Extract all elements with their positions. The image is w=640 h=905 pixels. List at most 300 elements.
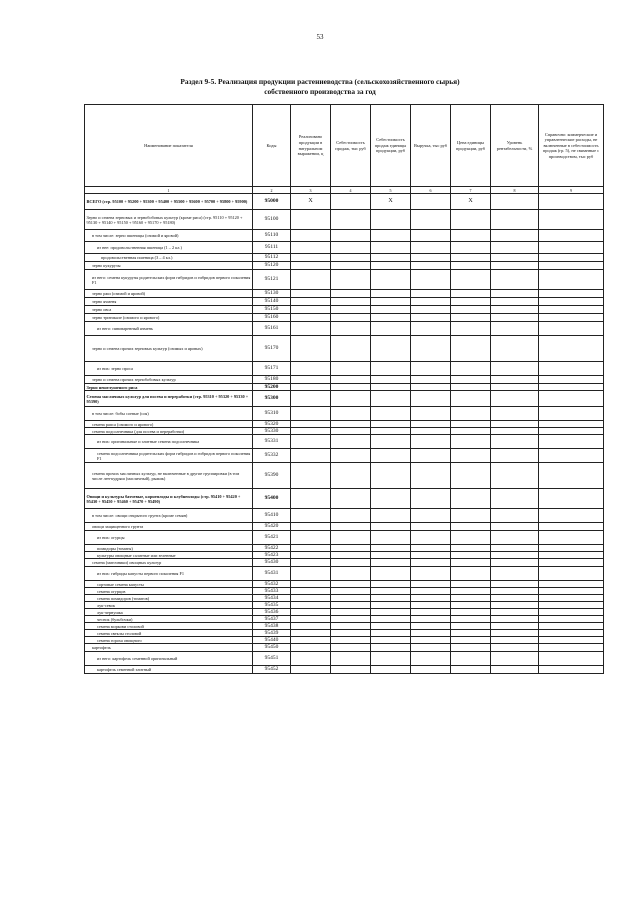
empty-value-cell xyxy=(291,306,331,314)
empty-value-cell xyxy=(371,567,411,581)
empty-value-cell xyxy=(291,489,331,509)
table-row xyxy=(85,531,604,545)
empty-value-cell xyxy=(371,210,411,230)
empty-value-cell xyxy=(491,644,539,652)
row-name: из нее: продовольственная пшеница (1 – 2 кл.) xyxy=(85,242,253,254)
empty-value-cell xyxy=(411,336,451,362)
row-name: из них: гибриды капусты первого поколения F1 xyxy=(85,567,253,581)
empty-value-cell xyxy=(451,428,491,435)
col-number: 4 xyxy=(331,187,371,194)
col-number: 3 xyxy=(291,187,331,194)
empty-value-cell xyxy=(411,509,451,523)
empty-value-cell xyxy=(491,581,539,588)
empty-value-cell xyxy=(331,637,371,644)
row-name: из них: огурцы xyxy=(85,531,253,545)
empty-value-cell xyxy=(371,270,411,290)
table-row xyxy=(85,545,604,552)
row-code: 95171 xyxy=(253,362,291,376)
empty-value-cell xyxy=(539,322,604,336)
empty-value-cell xyxy=(331,602,371,609)
empty-value-cell xyxy=(491,336,539,362)
row-name: семена огурцов xyxy=(85,588,253,595)
empty-value-cell xyxy=(411,588,451,595)
header-code: Коды xyxy=(253,105,291,187)
empty-value-cell xyxy=(411,630,451,637)
empty-value-cell xyxy=(331,336,371,362)
empty-value-cell xyxy=(331,298,371,306)
empty-value-cell xyxy=(291,298,331,306)
empty-value-cell xyxy=(371,407,411,421)
empty-value-cell xyxy=(331,421,371,428)
empty-value-cell xyxy=(291,531,331,545)
empty-value-cell xyxy=(539,581,604,588)
empty-value-cell xyxy=(411,376,451,384)
row-code: 95161 xyxy=(253,322,291,336)
empty-value-cell xyxy=(331,254,371,262)
empty-value-cell xyxy=(331,531,371,545)
empty-value-cell xyxy=(291,362,331,376)
row-code: 95200 xyxy=(253,384,291,391)
row-code: 95433 xyxy=(253,588,291,595)
empty-value-cell xyxy=(491,545,539,552)
empty-value-cell xyxy=(451,666,491,674)
table-row xyxy=(85,421,604,428)
row-code: 95421 xyxy=(253,531,291,545)
empty-value-cell xyxy=(331,523,371,531)
empty-value-cell xyxy=(539,230,604,242)
col-number: 9 xyxy=(539,187,604,194)
row-name: из него: семена кукурузы родительских форм гибридов и гибридов первого поколения F1 xyxy=(85,270,253,290)
empty-value-cell xyxy=(291,609,331,616)
empty-value-cell xyxy=(291,270,331,290)
empty-value-cell xyxy=(331,362,371,376)
empty-value-cell xyxy=(539,666,604,674)
empty-value-cell xyxy=(411,623,451,630)
row-name: в том числе: бобы соевые (соя) xyxy=(85,407,253,421)
page-number: 53 xyxy=(316,33,324,41)
row-name: семена моркови столовой xyxy=(85,623,253,630)
empty-value-cell xyxy=(491,509,539,523)
empty-value-cell xyxy=(411,435,451,449)
empty-value-cell xyxy=(451,652,491,666)
table-row xyxy=(85,428,604,435)
empty-value-cell xyxy=(371,449,411,463)
empty-value-cell xyxy=(371,637,411,644)
empty-value-cell xyxy=(411,602,451,609)
empty-value-cell xyxy=(539,421,604,428)
empty-value-cell xyxy=(411,531,451,545)
empty-value-cell xyxy=(451,242,491,254)
table-row xyxy=(85,314,604,322)
empty-value-cell xyxy=(411,290,451,298)
empty-value-cell xyxy=(411,552,451,559)
empty-value-cell xyxy=(331,262,371,270)
empty-value-cell xyxy=(491,421,539,428)
empty-value-cell xyxy=(491,616,539,623)
col-number: 7 xyxy=(451,187,491,194)
table-row xyxy=(85,384,604,391)
table-row xyxy=(85,523,604,531)
row-name: картофель xyxy=(85,644,253,652)
empty-value-cell xyxy=(411,298,451,306)
not-applicable-mark: X xyxy=(371,194,411,210)
empty-value-cell xyxy=(371,384,411,391)
empty-value-cell xyxy=(371,523,411,531)
empty-value-cell xyxy=(451,623,491,630)
row-name: культуры овощные салатные или зеленные xyxy=(85,552,253,559)
empty-value-cell xyxy=(371,644,411,652)
row-name: семена помидоров (томатов) xyxy=(85,595,253,602)
empty-value-cell xyxy=(451,298,491,306)
empty-value-cell xyxy=(451,290,491,298)
empty-value-cell xyxy=(291,262,331,270)
table-row xyxy=(85,362,604,376)
empty-value-cell xyxy=(411,407,451,421)
empty-value-cell xyxy=(491,270,539,290)
col-number: 5 xyxy=(371,187,411,194)
empty-value-cell xyxy=(451,637,491,644)
empty-value-cell xyxy=(331,581,371,588)
table-row xyxy=(85,336,604,362)
row-name: семена подсолнечника (для посева и переработки) xyxy=(85,428,253,435)
empty-value-cell xyxy=(331,630,371,637)
empty-value-cell xyxy=(331,588,371,595)
empty-value-cell xyxy=(411,314,451,322)
empty-value-cell xyxy=(491,449,539,463)
empty-value-cell xyxy=(411,609,451,616)
row-name: ВСЕГО (стр. 95100 + 95200 + 95300 + 95400 + 95500 + 95600 + 95700 + 95800 + 95900) xyxy=(85,194,253,210)
empty-value-cell xyxy=(331,567,371,581)
empty-value-cell xyxy=(331,210,371,230)
row-code: 95436 xyxy=(253,609,291,616)
empty-value-cell xyxy=(411,559,451,567)
empty-value-cell xyxy=(539,306,604,314)
empty-value-cell xyxy=(451,559,491,567)
table-row xyxy=(85,210,604,230)
empty-value-cell xyxy=(331,623,371,630)
empty-value-cell xyxy=(331,509,371,523)
empty-value-cell xyxy=(371,623,411,630)
row-name: зерно овса xyxy=(85,306,253,314)
empty-value-cell xyxy=(411,666,451,674)
table-row xyxy=(85,435,604,449)
section-title xyxy=(110,77,530,97)
row-code: 95435 xyxy=(253,602,291,609)
row-code: 95000 xyxy=(253,194,291,210)
row-name: из него: картофель семенной оригинальный xyxy=(85,652,253,666)
empty-value-cell xyxy=(371,652,411,666)
table-row xyxy=(85,581,604,588)
empty-value-cell xyxy=(411,581,451,588)
empty-value-cell xyxy=(371,531,411,545)
empty-value-cell xyxy=(451,230,491,242)
row-code: 95180 xyxy=(253,376,291,384)
table-row xyxy=(85,552,604,559)
empty-value-cell xyxy=(411,391,451,407)
empty-value-cell xyxy=(451,421,491,428)
row-code: 95140 xyxy=(253,298,291,306)
empty-value-cell xyxy=(491,595,539,602)
empty-value-cell xyxy=(491,609,539,616)
row-name: семена гороха овощного xyxy=(85,637,253,644)
row-code: 95451 xyxy=(253,652,291,666)
empty-value-cell xyxy=(331,270,371,290)
empty-value-cell xyxy=(539,210,604,230)
empty-value-cell xyxy=(491,552,539,559)
empty-value-cell xyxy=(491,531,539,545)
empty-value-cell xyxy=(331,609,371,616)
empty-value-cell xyxy=(371,376,411,384)
table-row xyxy=(85,666,604,674)
row-code: 95439 xyxy=(253,630,291,637)
empty-value-cell xyxy=(539,242,604,254)
row-name: лук-чернушка xyxy=(85,609,253,616)
empty-value-cell xyxy=(291,652,331,666)
row-code: 95440 xyxy=(253,637,291,644)
empty-value-cell xyxy=(491,298,539,306)
empty-value-cell xyxy=(371,630,411,637)
empty-value-cell xyxy=(491,567,539,581)
empty-value-cell xyxy=(451,588,491,595)
row-code: 95450 xyxy=(253,644,291,652)
empty-value-cell xyxy=(539,545,604,552)
row-name: из него: пивоваренный ячмень xyxy=(85,322,253,336)
empty-value-cell xyxy=(371,391,411,407)
empty-value-cell xyxy=(491,384,539,391)
row-code: 95430 xyxy=(253,559,291,567)
row-name: сортовые семена капусты xyxy=(85,581,253,588)
table-row xyxy=(85,602,604,609)
empty-value-cell xyxy=(331,545,371,552)
empty-value-cell xyxy=(451,391,491,407)
empty-value-cell xyxy=(331,463,371,489)
row-code: 95130 xyxy=(253,290,291,298)
row-name: из них: зерно проса xyxy=(85,362,253,376)
empty-value-cell xyxy=(539,630,604,637)
empty-value-cell xyxy=(411,421,451,428)
column-numbers-row xyxy=(85,187,604,194)
empty-value-cell xyxy=(491,489,539,509)
empty-value-cell xyxy=(539,531,604,545)
row-name: из них: оригинальные и элитные семена подсолнечника xyxy=(85,435,253,449)
empty-value-cell xyxy=(491,322,539,336)
empty-value-cell xyxy=(539,362,604,376)
row-code: 95434 xyxy=(253,595,291,602)
empty-value-cell xyxy=(411,545,451,552)
empty-value-cell xyxy=(331,230,371,242)
row-name: семена прочих масличных культур, не включенные в другие группировки (в том числе лен-кудряш (масличный), рыжик) xyxy=(85,463,253,489)
empty-value-cell xyxy=(411,210,451,230)
row-name: зерно ржи (озимой и яровой) xyxy=(85,290,253,298)
empty-value-cell xyxy=(411,489,451,509)
empty-value-cell xyxy=(291,623,331,630)
empty-value-cell xyxy=(291,545,331,552)
row-name: зерно и семена прочих зернобобовых культур xyxy=(85,376,253,384)
empty-value-cell xyxy=(291,254,331,262)
empty-value-cell xyxy=(371,545,411,552)
empty-value-cell xyxy=(491,666,539,674)
empty-value-cell xyxy=(539,616,604,623)
empty-value-cell xyxy=(331,666,371,674)
empty-value-cell xyxy=(539,254,604,262)
empty-value-cell xyxy=(291,509,331,523)
empty-value-cell xyxy=(371,428,411,435)
table-row xyxy=(85,595,604,602)
empty-value-cell xyxy=(539,336,604,362)
table-row xyxy=(85,298,604,306)
empty-value-cell xyxy=(291,637,331,644)
row-name: Зерно и семена зерновых и зернобобовых культур (кроме риса) (стр. 95110 + 95120 + 95130 + 95140 + 95150 + 95160 + 95170 + 95180) xyxy=(85,210,253,230)
empty-value-cell xyxy=(539,384,604,391)
empty-value-cell xyxy=(539,435,604,449)
empty-value-cell xyxy=(371,314,411,322)
row-name: Овощи и культуры бахчевые, корнеплоды и клубнеплоды (стр. 95410 + 95420 + 95430 + 95450 + 95460 + 95470 + 95490) xyxy=(85,489,253,509)
empty-value-cell xyxy=(491,435,539,449)
header-col5: Себестоимость продаж единицы продукции, руб xyxy=(371,105,411,187)
col-number: 1 xyxy=(85,187,253,194)
empty-value-cell xyxy=(451,262,491,270)
empty-value-cell xyxy=(291,449,331,463)
table-row xyxy=(85,644,604,652)
table-row xyxy=(85,463,604,489)
row-code: 95452 xyxy=(253,666,291,674)
empty-value-cell xyxy=(451,384,491,391)
title-line-1: Раздел 9-5. Реализация продукции растениеводства (сельскохозяйственного сырья) xyxy=(180,77,460,86)
empty-value-cell xyxy=(411,644,451,652)
empty-value-cell xyxy=(291,559,331,567)
empty-value-cell xyxy=(331,449,371,463)
empty-value-cell xyxy=(451,531,491,545)
empty-value-cell xyxy=(291,630,331,637)
empty-value-cell xyxy=(451,435,491,449)
empty-value-cell xyxy=(371,435,411,449)
row-name: Зерно нешелушеного риса xyxy=(85,384,253,391)
title-line-2: собственного производства за год xyxy=(264,87,376,96)
col-number: 8 xyxy=(491,187,539,194)
empty-value-cell xyxy=(371,463,411,489)
empty-value-cell xyxy=(451,545,491,552)
empty-value-cell xyxy=(411,595,451,602)
empty-value-cell xyxy=(491,463,539,489)
row-code: 95432 xyxy=(253,581,291,588)
header-col9: Справочно: коммерческие и управленческие расходы, не включенные в себестоимость продаж (гр. 5), не связанные с производством, тыс руб xyxy=(539,105,604,187)
empty-value-cell xyxy=(411,652,451,666)
row-code: 95331 xyxy=(253,435,291,449)
not-applicable-mark: X xyxy=(291,194,331,210)
empty-value-cell xyxy=(451,616,491,623)
col-number: 6 xyxy=(411,187,451,194)
header-col4: Себестоимость продаж, тыс руб xyxy=(331,105,371,187)
table-row xyxy=(85,509,604,523)
empty-value-cell xyxy=(491,314,539,322)
row-code: 95100 xyxy=(253,210,291,230)
empty-value-cell xyxy=(491,523,539,531)
empty-value-cell xyxy=(539,428,604,435)
report-table xyxy=(84,104,604,674)
header-name: Наименование показателя xyxy=(85,105,253,187)
row-name: картофель семенной элитный xyxy=(85,666,253,674)
empty-value-cell xyxy=(411,242,451,254)
empty-value-cell xyxy=(451,509,491,523)
empty-value-cell xyxy=(451,609,491,616)
empty-value-cell xyxy=(371,609,411,616)
empty-value-cell xyxy=(331,391,371,407)
empty-value-cell xyxy=(331,489,371,509)
empty-value-cell xyxy=(491,637,539,644)
empty-value-cell xyxy=(291,314,331,322)
empty-value-cell xyxy=(539,602,604,609)
empty-value-cell xyxy=(411,322,451,336)
empty-value-cell xyxy=(539,523,604,531)
empty-value-cell xyxy=(371,290,411,298)
empty-value-cell xyxy=(451,314,491,322)
empty-value-cell xyxy=(491,290,539,298)
empty-value-cell xyxy=(411,384,451,391)
empty-value-cell xyxy=(539,623,604,630)
row-name: Семена масличных культур для посева и переработки (стр. 95310 + 95320 + 95330 + 95390) xyxy=(85,391,253,407)
table-row xyxy=(85,559,604,567)
table-row xyxy=(85,230,604,242)
row-name: зерно тритикале (озимого и ярового) xyxy=(85,314,253,322)
row-name: в том числе: овощи открытого грунта (кроме семян) xyxy=(85,509,253,523)
empty-value-cell xyxy=(331,644,371,652)
empty-value-cell xyxy=(539,376,604,384)
table-row xyxy=(85,290,604,298)
table-row xyxy=(85,270,604,290)
empty-value-cell xyxy=(291,463,331,489)
empty-value-cell xyxy=(331,595,371,602)
empty-value-cell xyxy=(411,362,451,376)
empty-value-cell xyxy=(331,552,371,559)
empty-value-cell xyxy=(451,602,491,609)
empty-value-cell xyxy=(291,428,331,435)
empty-value-cell xyxy=(539,588,604,595)
empty-value-cell xyxy=(371,552,411,559)
empty-value-cell xyxy=(411,463,451,489)
empty-value-cell xyxy=(291,230,331,242)
empty-value-cell xyxy=(411,428,451,435)
empty-value-cell xyxy=(539,489,604,509)
empty-value-cell xyxy=(331,435,371,449)
table-row xyxy=(85,588,604,595)
empty-value-cell xyxy=(491,391,539,407)
row-name: в том числе: зерно пшеницы (озимой и яровой) xyxy=(85,230,253,242)
empty-value-cell xyxy=(291,435,331,449)
empty-value-cell xyxy=(491,262,539,270)
empty-value-cell xyxy=(451,254,491,262)
row-name: чеснок (бульбочки) xyxy=(85,616,253,623)
empty-value-cell xyxy=(491,407,539,421)
col-number: 2 xyxy=(253,187,291,194)
empty-value-cell xyxy=(371,230,411,242)
table-row xyxy=(85,306,604,314)
empty-value-cell xyxy=(411,616,451,623)
empty-value-cell xyxy=(291,616,331,623)
empty-value-cell xyxy=(451,210,491,230)
empty-value-cell xyxy=(371,306,411,314)
row-code: 95120 xyxy=(253,262,291,270)
empty-value-cell xyxy=(451,581,491,588)
empty-value-cell xyxy=(291,391,331,407)
empty-value-cell xyxy=(491,194,539,210)
empty-value-cell xyxy=(291,376,331,384)
empty-value-cell xyxy=(539,262,604,270)
empty-value-cell xyxy=(491,210,539,230)
empty-value-cell xyxy=(371,242,411,254)
table-row xyxy=(85,489,604,509)
row-code: 95330 xyxy=(253,428,291,435)
row-code: 95300 xyxy=(253,391,291,407)
